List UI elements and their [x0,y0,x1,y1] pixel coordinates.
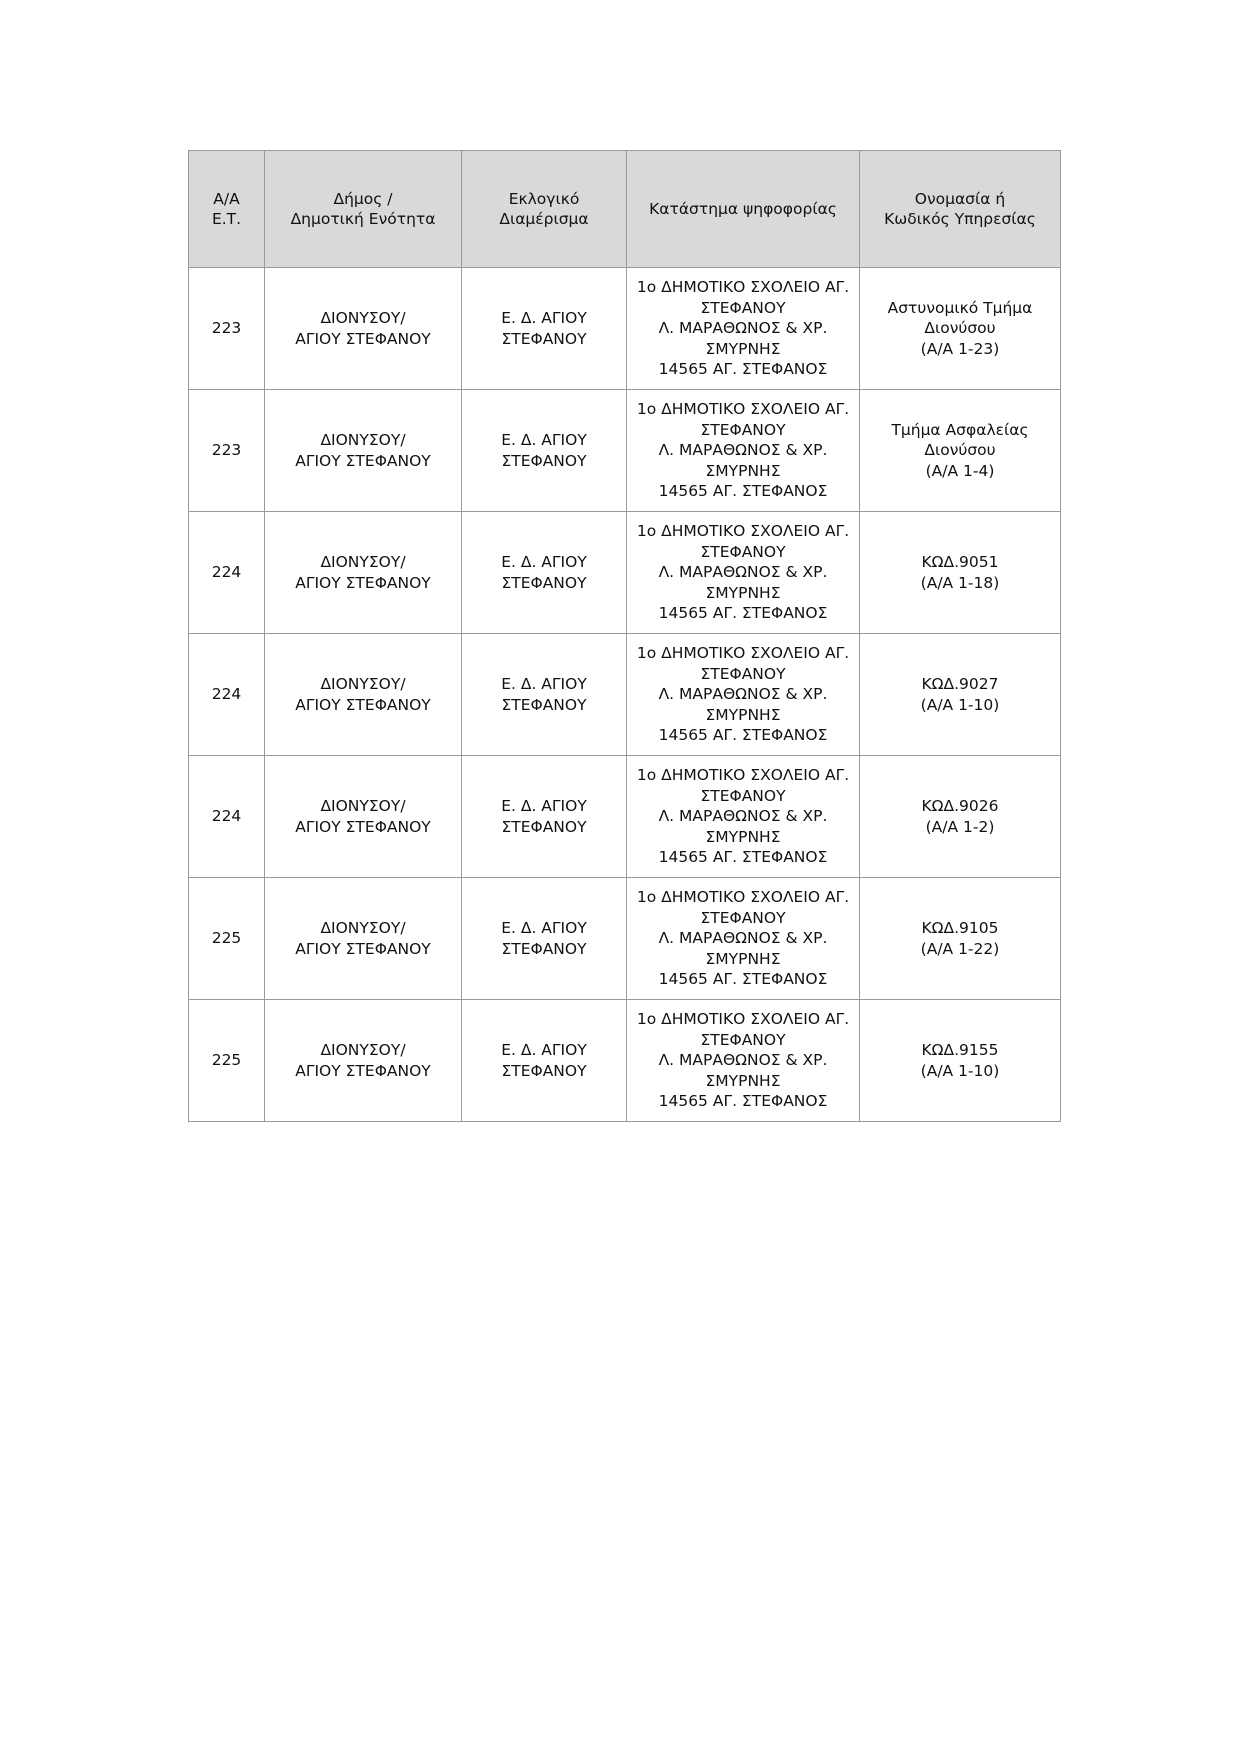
header-katastima: Κατάστημα ψηφοφορίας [627,151,860,268]
cell-dimos: ΔΙΟΝΥΣΟΥ/ ΑΓΙΟΥ ΣΤΕΦΑΝΟΥ [265,512,462,634]
cell-aa: 223 [189,390,265,512]
table-row [189,1000,1061,1122]
table-header [189,151,1061,268]
cell-katastima: 1ο ΔΗΜΟΤΙΚΟ ΣΧΟΛΕΙΟ ΑΓ. ΣΤΕΦΑΝΟΥ Λ. ΜΑΡΑΘΩΝΟΣ & ΧΡ. ΣΜΥΡΝΗΣ 14565 ΑΓ. ΣΤΕΦΑΝΟΣ [627,756,860,878]
table-row [189,268,1061,390]
cell-dimos: ΔΙΟΝΥΣΟΥ/ ΑΓΙΟΥ ΣΤΕΦΑΝΟΥ [265,390,462,512]
table-row [189,390,1061,512]
table-row [189,756,1061,878]
cell-katastima: 1ο ΔΗΜΟΤΙΚΟ ΣΧΟΛΕΙΟ ΑΓ. ΣΤΕΦΑΝΟΥ Λ. ΜΑΡΑΘΩΝΟΣ & ΧΡ. ΣΜΥΡΝΗΣ 14565 ΑΓ. ΣΤΕΦΑΝΟΣ [627,1000,860,1122]
cell-diamerisma: Ε. Δ. ΑΓΙΟΥ ΣΤΕΦΑΝΟΥ [462,390,627,512]
cell-dimos: ΔΙΟΝΥΣΟΥ/ ΑΓΙΟΥ ΣΤΕΦΑΝΟΥ [265,268,462,390]
cell-aa: 225 [189,878,265,1000]
cell-aa: 224 [189,756,265,878]
cell-dimos: ΔΙΟΝΥΣΟΥ/ ΑΓΙΟΥ ΣΤΕΦΑΝΟΥ [265,756,462,878]
cell-aa: 224 [189,634,265,756]
cell-diamerisma: Ε. Δ. ΑΓΙΟΥ ΣΤΕΦΑΝΟΥ [462,878,627,1000]
cell-katastima: 1ο ΔΗΜΟΤΙΚΟ ΣΧΟΛΕΙΟ ΑΓ. ΣΤΕΦΑΝΟΥ Λ. ΜΑΡΑΘΩΝΟΣ & ΧΡ. ΣΜΥΡΝΗΣ 14565 ΑΓ. ΣΤΕΦΑΝΟΣ [627,390,860,512]
cell-aa: 225 [189,1000,265,1122]
cell-ypiresia: ΚΩΔ.9026 (Α/Α 1-2) [860,756,1061,878]
header-row [189,151,1061,268]
cell-ypiresia: ΚΩΔ.9155 (Α/Α 1-10) [860,1000,1061,1122]
cell-ypiresia: Αστυνομικό Τμήμα Διονύσου (Α/Α 1-23) [860,268,1061,390]
cell-ypiresia: ΚΩΔ.9105 (Α/Α 1-22) [860,878,1061,1000]
header-ypiresia: Ονομασία ή Κωδικός Υπηρεσίας [860,151,1061,268]
table-row [189,878,1061,1000]
cell-aa: 224 [189,512,265,634]
cell-katastima: 1ο ΔΗΜΟΤΙΚΟ ΣΧΟΛΕΙΟ ΑΓ. ΣΤΕΦΑΝΟΥ Λ. ΜΑΡΑΘΩΝΟΣ & ΧΡ. ΣΜΥΡΝΗΣ 14565 ΑΓ. ΣΤΕΦΑΝΟΣ [627,268,860,390]
cell-ypiresia: Τμήμα Ασφαλείας Διονύσου (Α/Α 1-4) [860,390,1061,512]
cell-dimos: ΔΙΟΝΥΣΟΥ/ ΑΓΙΟΥ ΣΤΕΦΑΝΟΥ [265,878,462,1000]
cell-aa: 223 [189,268,265,390]
cell-ypiresia: ΚΩΔ.9051 (Α/Α 1-18) [860,512,1061,634]
table-body [189,268,1061,1122]
header-aa: Α/Α Ε.Τ. [189,151,265,268]
polling-stations-table [188,150,1061,1122]
header-diamerisma: Εκλογικό Διαμέρισμα [462,151,627,268]
cell-katastima: 1ο ΔΗΜΟΤΙΚΟ ΣΧΟΛΕΙΟ ΑΓ. ΣΤΕΦΑΝΟΥ Λ. ΜΑΡΑΘΩΝΟΣ & ΧΡ. ΣΜΥΡΝΗΣ 14565 ΑΓ. ΣΤΕΦΑΝΟΣ [627,634,860,756]
cell-dimos: ΔΙΟΝΥΣΟΥ/ ΑΓΙΟΥ ΣΤΕΦΑΝΟΥ [265,1000,462,1122]
cell-ypiresia: ΚΩΔ.9027 (Α/Α 1-10) [860,634,1061,756]
cell-katastima: 1ο ΔΗΜΟΤΙΚΟ ΣΧΟΛΕΙΟ ΑΓ. ΣΤΕΦΑΝΟΥ Λ. ΜΑΡΑΘΩΝΟΣ & ΧΡ. ΣΜΥΡΝΗΣ 14565 ΑΓ. ΣΤΕΦΑΝΟΣ [627,878,860,1000]
table-row [189,634,1061,756]
cell-katastima: 1ο ΔΗΜΟΤΙΚΟ ΣΧΟΛΕΙΟ ΑΓ. ΣΤΕΦΑΝΟΥ Λ. ΜΑΡΑΘΩΝΟΣ & ΧΡ. ΣΜΥΡΝΗΣ 14565 ΑΓ. ΣΤΕΦΑΝΟΣ [627,512,860,634]
cell-diamerisma: Ε. Δ. ΑΓΙΟΥ ΣΤΕΦΑΝΟΥ [462,268,627,390]
cell-dimos: ΔΙΟΝΥΣΟΥ/ ΑΓΙΟΥ ΣΤΕΦΑΝΟΥ [265,634,462,756]
cell-diamerisma: Ε. Δ. ΑΓΙΟΥ ΣΤΕΦΑΝΟΥ [462,512,627,634]
cell-diamerisma: Ε. Δ. ΑΓΙΟΥ ΣΤΕΦΑΝΟΥ [462,1000,627,1122]
cell-diamerisma: Ε. Δ. ΑΓΙΟΥ ΣΤΕΦΑΝΟΥ [462,634,627,756]
cell-diamerisma: Ε. Δ. ΑΓΙΟΥ ΣΤΕΦΑΝΟΥ [462,756,627,878]
header-dimos: Δήμος / Δημοτική Ενότητα [265,151,462,268]
table-row [189,512,1061,634]
